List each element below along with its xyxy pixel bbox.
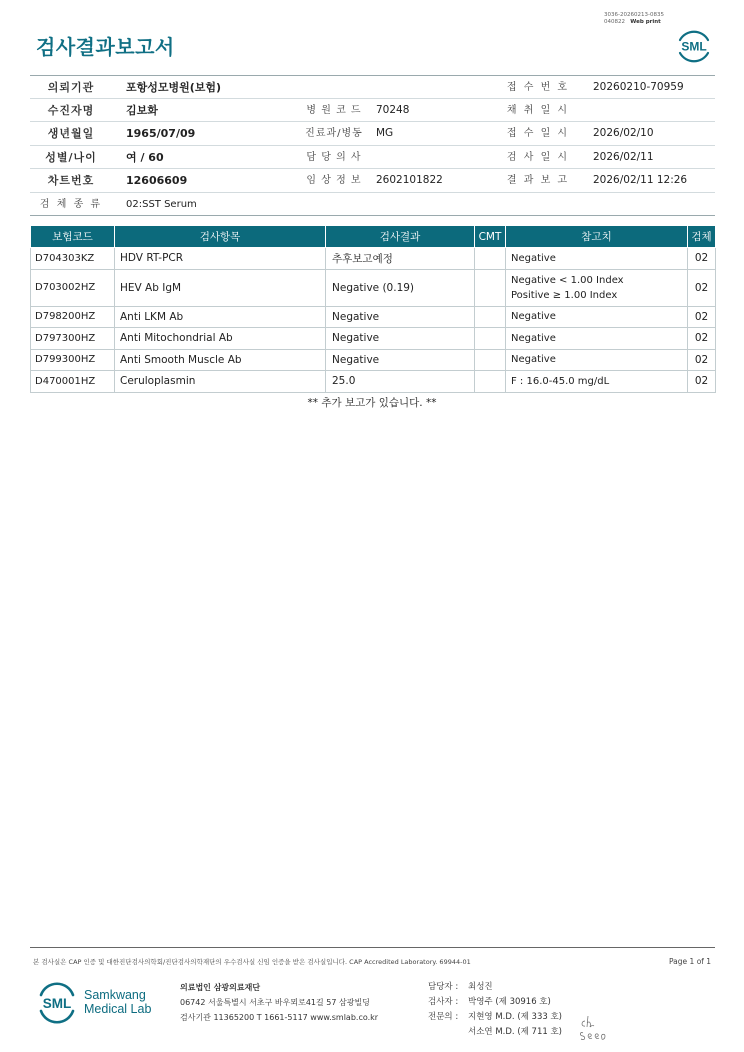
col-header-result: 검사결과 bbox=[326, 226, 475, 248]
specialist-value-2: 서소연 M.D. (제 711 호) bbox=[468, 1027, 563, 1037]
row-result: Negative (0.19) bbox=[326, 269, 475, 306]
sml-brand-logo-icon bbox=[36, 980, 78, 1026]
col-header-item: 검사항목 bbox=[115, 226, 326, 248]
row-specimen: 02 bbox=[688, 371, 716, 393]
row-reference-line: Negative bbox=[511, 354, 556, 366]
test-date-value: 2026/02/11 bbox=[593, 150, 654, 163]
sml-logo-text: SML bbox=[681, 39, 707, 54]
specimen-type-value: 02:SST Serum bbox=[126, 198, 197, 210]
patient-info-table bbox=[30, 75, 715, 216]
row-reference-line: Negative bbox=[511, 311, 556, 323]
row-cmt bbox=[475, 269, 506, 306]
row-code: D470001HZ bbox=[31, 371, 115, 393]
row-reference-line: Negative bbox=[511, 332, 556, 344]
info-row bbox=[30, 75, 715, 99]
row-result: 추후보고예정 bbox=[326, 248, 475, 270]
row-cmt bbox=[475, 306, 506, 328]
row-reference bbox=[506, 306, 688, 328]
row-result: 25.0 bbox=[326, 371, 475, 393]
row-cmt bbox=[475, 349, 506, 371]
chart-no-label: 차트번호 bbox=[47, 174, 95, 187]
receipt-no-value: 20260210-70959 bbox=[593, 81, 684, 93]
specialist-value-1: 지현영 M.D. (제 333 호) bbox=[468, 1012, 563, 1022]
row-reference-line: F : 16.0-45.0 mg/dL bbox=[511, 375, 610, 387]
row-item: Anti Smooth Muscle Ab bbox=[115, 349, 326, 371]
document-code bbox=[604, 12, 664, 25]
manager-label: 담당자 : bbox=[428, 982, 459, 992]
specialist-label: 전문의 : bbox=[428, 1012, 459, 1022]
collect-date-label: 채 취 일 시 bbox=[506, 104, 570, 116]
info-row bbox=[30, 193, 715, 217]
info-row bbox=[30, 99, 715, 123]
clinical-info-label: 임 상 정 보 bbox=[306, 175, 362, 186]
patient-name-label: 수진자명 bbox=[47, 103, 95, 117]
test-date-label: 검 사 일 시 bbox=[506, 151, 570, 163]
row-reference bbox=[506, 269, 688, 306]
document-code-line2: 040822 bbox=[604, 18, 625, 25]
row-reference bbox=[506, 371, 688, 393]
birth-value: 1965/07/09 bbox=[126, 127, 196, 140]
info-row bbox=[30, 122, 715, 146]
table-row bbox=[31, 269, 716, 306]
brand-name bbox=[84, 989, 151, 1016]
row-specimen: 02 bbox=[688, 328, 716, 350]
table-row bbox=[31, 371, 716, 393]
col-header-code: 보험코드 bbox=[31, 226, 115, 248]
hospital-code-value: 70248 bbox=[376, 103, 410, 116]
row-item: HEV Ab IgM bbox=[115, 269, 326, 306]
row-specimen: 02 bbox=[688, 269, 716, 306]
chart-no-value: 12606609 bbox=[126, 174, 188, 187]
results-header-row bbox=[31, 226, 716, 248]
brand-name-line2: Medical Lab bbox=[84, 1001, 152, 1016]
sex-age-label: 성별/나이 bbox=[45, 150, 97, 164]
row-result: Negative bbox=[326, 306, 475, 328]
birth-label: 생년월일 bbox=[47, 127, 95, 140]
page-title: 검사결과보고서 bbox=[36, 35, 175, 59]
clinical-info-value: 2602101822 bbox=[376, 174, 443, 186]
col-header-reference: 참고치 bbox=[506, 226, 688, 248]
doctor-label: 담 당 의 사 bbox=[306, 151, 362, 163]
organization-address: 06742 서울특별시 서초구 바우뫼로41길 57 삼광빌딩 bbox=[180, 998, 370, 1007]
table-row bbox=[31, 248, 716, 270]
receipt-date-value: 2026/02/10 bbox=[593, 127, 654, 139]
row-specimen: 02 bbox=[688, 248, 716, 270]
receipt-no-label: 접 수 번 호 bbox=[506, 82, 570, 93]
tester-label: 검사자 : bbox=[428, 997, 459, 1007]
page-number: Page 1 of 1 bbox=[669, 957, 712, 966]
row-code: D798200HZ bbox=[31, 306, 115, 328]
results-table bbox=[30, 225, 716, 393]
col-header-cmt: CMT bbox=[475, 226, 506, 248]
row-reference-line: Positive ≥ 1.00 Index bbox=[511, 289, 618, 301]
sml-brand-logo-text: SML bbox=[42, 996, 72, 1011]
row-code: D797300HZ bbox=[31, 328, 115, 350]
row-item: Anti LKM Ab bbox=[115, 306, 326, 328]
request-org-label: 의뢰기관 bbox=[47, 81, 95, 94]
report-date-value: 2026/02/11 12:26 bbox=[593, 174, 688, 186]
receipt-date-label: 접 수 일 시 bbox=[506, 128, 570, 139]
sex-age-value: 여 / 60 bbox=[126, 150, 164, 164]
report-date-label: 결 과 보 고 bbox=[506, 175, 570, 186]
row-cmt bbox=[475, 371, 506, 393]
web-print-label: Web print bbox=[630, 18, 661, 25]
row-item: Anti Mitochondrial Ab bbox=[115, 328, 326, 350]
sml-logo-icon bbox=[674, 26, 714, 66]
patient-name-value: 김보화 bbox=[126, 103, 158, 117]
organization-info bbox=[180, 980, 378, 1025]
row-cmt bbox=[475, 328, 506, 350]
col-header-specimen: 검체 bbox=[688, 226, 716, 248]
table-row bbox=[31, 328, 716, 350]
dept-label: 진료과/병동 bbox=[305, 128, 363, 139]
row-code: D704303KZ bbox=[31, 248, 115, 270]
info-row bbox=[30, 169, 715, 193]
specimen-type-label: 검 체 종 류 bbox=[39, 198, 103, 210]
row-item: Ceruloplasmin bbox=[115, 371, 326, 393]
certification-note: 본 검사실은 CAP 인증 및 대한진단검사의학회/진단검사의학재단의 우수검사실 신임 인증을 받은 검사실입니다. CAP Accredited Laboratory. 69944-01 bbox=[33, 958, 471, 966]
row-reference-line: Negative bbox=[511, 252, 556, 264]
brand-name-line1: Samkwang bbox=[84, 988, 146, 1002]
signature-icon bbox=[577, 1012, 611, 1042]
footer-divider bbox=[30, 947, 715, 948]
row-reference bbox=[506, 349, 688, 371]
row-code: D703002HZ bbox=[31, 269, 115, 306]
tester-value: 박영주 (제 30916 호) bbox=[468, 997, 551, 1007]
organization-name: 의료법인 삼광의료재단 bbox=[180, 983, 261, 992]
row-item: HDV RT-PCR bbox=[115, 248, 326, 270]
row-result: Negative bbox=[326, 328, 475, 350]
row-reference-line: Negative < 1.00 Index bbox=[511, 274, 624, 286]
row-specimen: 02 bbox=[688, 306, 716, 328]
dept-value: MG bbox=[376, 127, 394, 139]
hospital-code-label: 병 원 코 드 bbox=[306, 104, 362, 116]
additional-report-note: ** 추가 보고가 있습니다. ** bbox=[307, 397, 437, 409]
manager-value: 최성진 bbox=[468, 982, 493, 992]
table-row bbox=[31, 306, 716, 328]
table-row bbox=[31, 349, 716, 371]
row-code: D799300HZ bbox=[31, 349, 115, 371]
row-reference bbox=[506, 328, 688, 350]
row-reference bbox=[506, 248, 688, 270]
row-specimen: 02 bbox=[688, 349, 716, 371]
staff-info bbox=[428, 980, 562, 1040]
organization-contact: 검사기관 11365200 T 1661-5117 www.smlab.co.kr bbox=[180, 1013, 379, 1022]
request-org-value: 포항성모병원(보험) bbox=[126, 81, 222, 94]
row-cmt bbox=[475, 248, 506, 270]
row-result: Negative bbox=[326, 349, 475, 371]
document-code-line1: 3036-20260213-0835 bbox=[604, 12, 664, 18]
info-row bbox=[30, 146, 715, 170]
